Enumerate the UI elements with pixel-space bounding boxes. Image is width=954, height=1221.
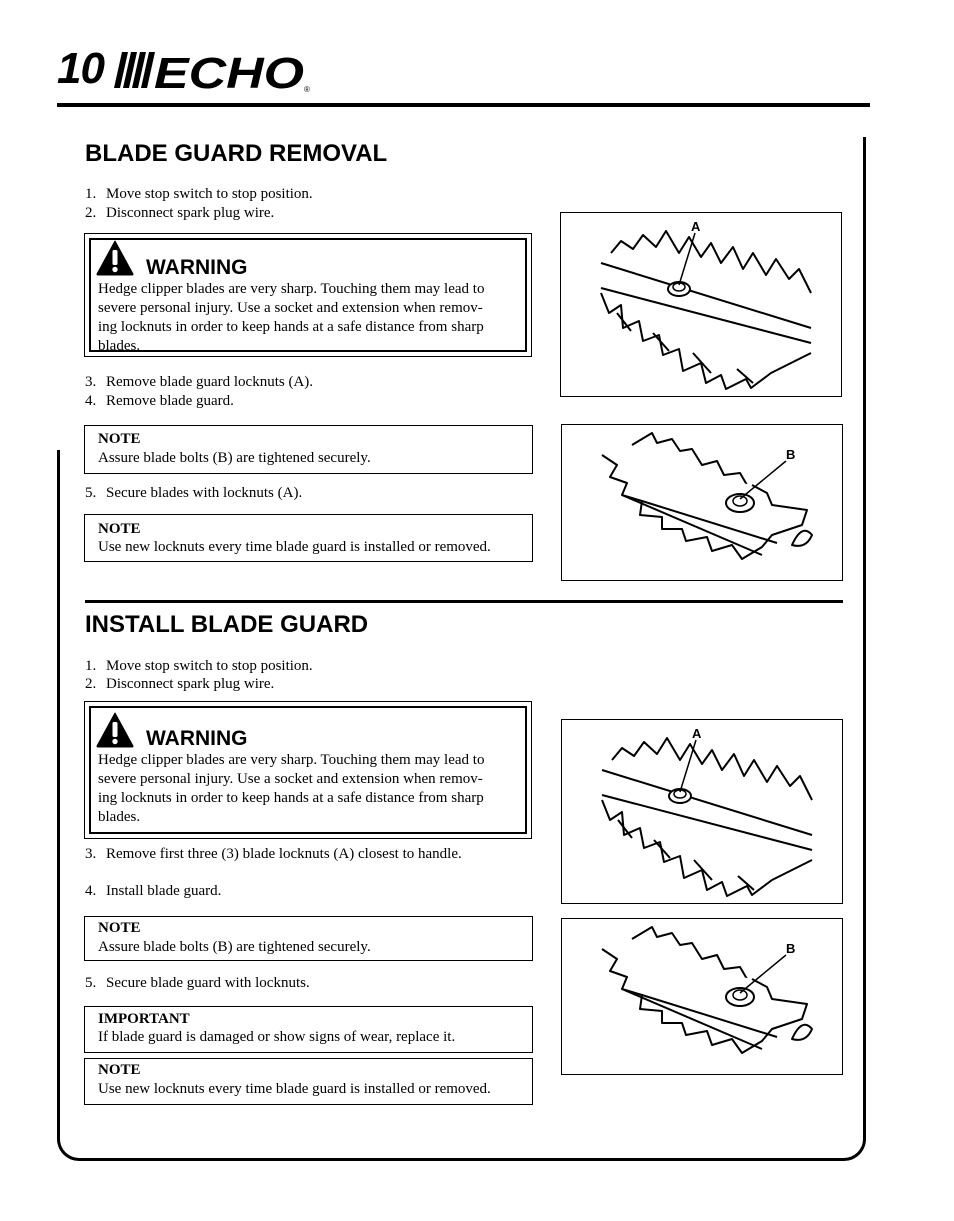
note-title: NOTE [98, 1062, 141, 1078]
note-text: Assure blade bolts (B) are tightened securely. [98, 939, 371, 955]
list-item: 2. Disconnect spark plug wire. [85, 676, 275, 692]
warning-triangle-icon [96, 712, 134, 748]
warning-title: WARNING [146, 727, 248, 750]
section-divider [85, 600, 843, 603]
list-item: 4. Install blade guard. [85, 883, 222, 899]
list-item: 2. Disconnect spark plug wire. [85, 205, 275, 221]
list-item: 3. Remove first three (3) blade locknuts (A) closest to handle. [85, 846, 462, 862]
note-title: NOTE [98, 431, 141, 447]
important-box [84, 1006, 533, 1053]
callout-b-label: B [786, 941, 796, 956]
list-item: 5. Secure blade guard with locknuts. [85, 975, 310, 991]
note-text: Use new locknuts every time blade guard is installed or removed. [98, 539, 491, 555]
list-item: 1. Move stop switch to stop position. [85, 186, 313, 202]
list-item: 5. Secure blades with locknuts (A). [85, 485, 303, 501]
note-box [84, 514, 533, 562]
figure-blade-guard-locknut [561, 719, 843, 904]
list-item: 3. Remove blade guard locknuts (A). [85, 374, 314, 390]
note-title: NOTE [98, 920, 141, 936]
note-text: Use new locknuts every time blade guard is installed or removed. [98, 1081, 491, 1097]
important-title: IMPORTANT [98, 1011, 190, 1027]
note-box [84, 1058, 533, 1105]
list-item: 4. Remove blade guard. [85, 393, 234, 409]
warning-text: Hedge clipper blades are very sharp. Touching them may lead to severe personal injury. Use a socket and extension when remov- ing locknuts in order to keep hands at a safe distance from sharp blades. [98, 752, 485, 825]
header-rule [57, 103, 870, 107]
blade-bolt-illustration [562, 425, 841, 579]
callout-a-label: A [692, 726, 702, 741]
warning-triangle-icon [96, 240, 134, 276]
list-item: 1. Move stop switch to stop position. [85, 658, 313, 674]
blade-guard-illustration [562, 720, 841, 902]
figure-blade-guard-locknut [560, 212, 842, 397]
note-text: Assure blade bolts (B) are tightened securely. [98, 450, 371, 466]
warning-title: WARNING [146, 256, 248, 279]
blade-bolt-illustration [562, 919, 841, 1073]
section-title-install: INSTALL BLADE GUARD [85, 611, 369, 638]
callout-b-label: B [786, 447, 796, 462]
blade-guard-illustration [561, 213, 840, 395]
warning-box [84, 701, 532, 839]
section-title-removal: BLADE GUARD REMOVAL [85, 140, 388, 167]
note-box [84, 916, 533, 961]
warning-text: Hedge clipper blades are very sharp. Touching them may lead to severe personal injury. Use a socket and extension when remov- ing locknuts in order to keep hands at a safe distance from sharp blades. [98, 281, 485, 354]
warning-box [84, 233, 532, 357]
important-text: If blade guard is damaged or show signs of wear, replace it. [98, 1029, 456, 1045]
page-number: 10 [57, 44, 104, 93]
svg-text:ECHO: ECHO [154, 49, 304, 94]
figure-blade-bolt [561, 918, 843, 1075]
note-box [84, 425, 533, 474]
echo-logo [114, 46, 314, 94]
figure-blade-bolt [561, 424, 843, 581]
svg-text:®: ® [304, 85, 310, 94]
note-title: NOTE [98, 521, 141, 537]
callout-a-label: A [691, 219, 701, 234]
